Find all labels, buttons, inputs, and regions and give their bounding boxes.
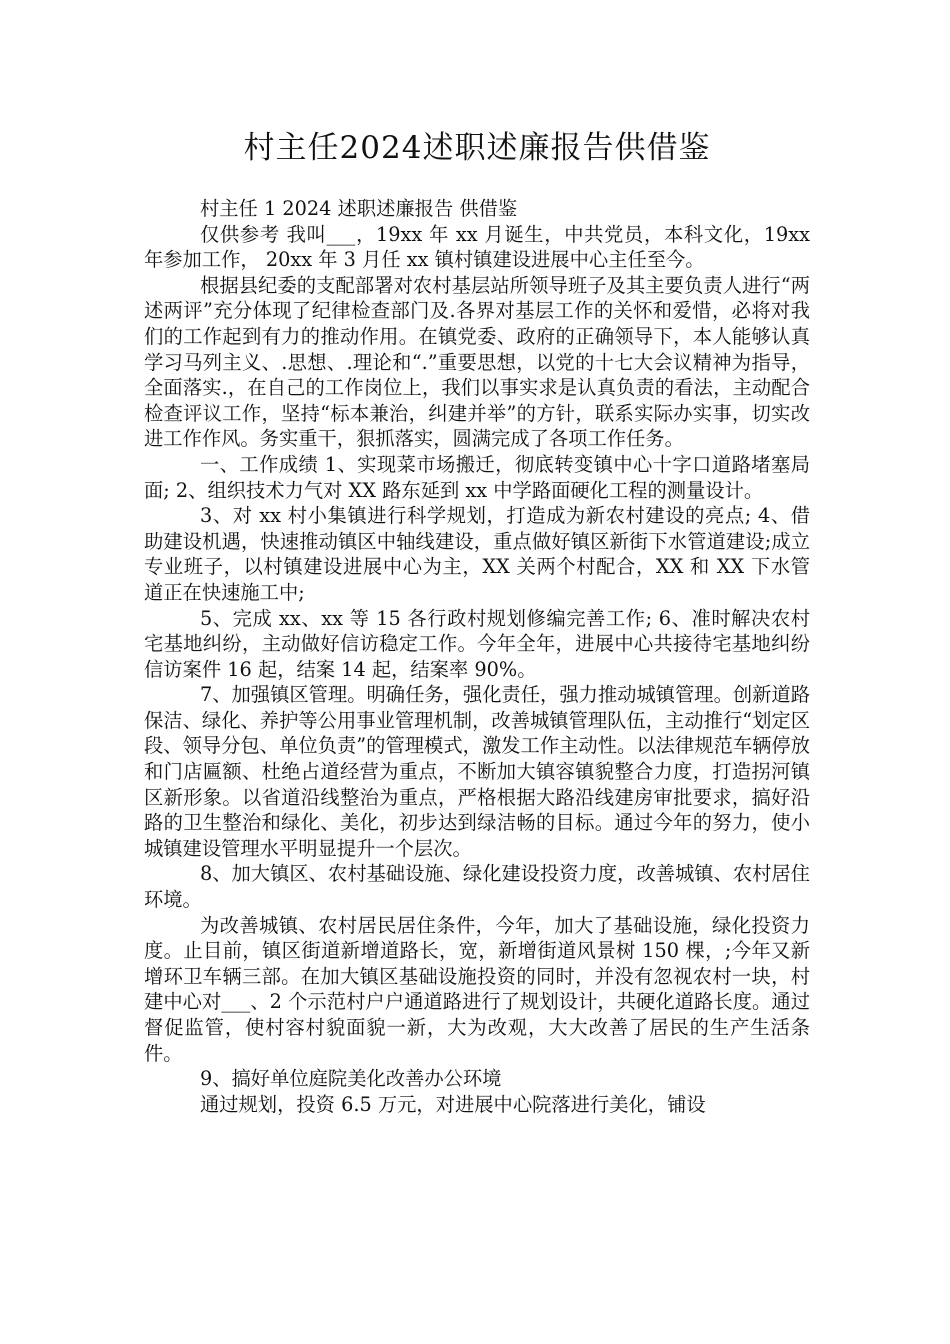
paragraph-achievements-3-4: 3、对 xx 村小集镇进行科学规划，打造成为新农村建设的亮点; 4、借助建设机遇，快速推动镇区中轴线建设，重点做好镇区新街下水管道建设;成立专业班子，以村镇建设进展中心为主，XX 关两个村配合，XX 和 XX 下水管道正在快速施工中; — [144, 504, 810, 604]
paragraph-achievements-1-2: 一、工作成绩 1、实现菜市场搬迁，彻底转变镇中心十字口道路堵塞局面; 2、组织技术力气对 XX 路东延到 xx 中学路面硬化工程的测量设计。 — [144, 452, 810, 502]
paragraph-background: 根据县纪委的支配部署对农村基层站所领导班子及其主要负责人进行“两述两评”充分体现了纪律检查部门及.各界对基层工作的关怀和爱惜，必将对我们的工作起到有力的推动作用。在镇党委、政府的正确领导下，本人能够认真学习马列主义、.思想、.理论和“.”重要思想，以党的十七大会议精神为指导，全面落实.，在自己的工作岗位上，我们以事实求是认真负责的看法，主动配合检查评议工作，坚持“标本兼治，纠建并举”的方针，联系实际办实事，切实改进工作作风。务实重干，狠抓落实，圆满完成了各项工作任务。 — [144, 273, 810, 451]
document-body — [144, 196, 810, 1117]
paragraph-achievement-9: 9、搞好单位庭院美化改善办公环境 — [199, 1067, 502, 1091]
paragraph-infrastructure: 为改善城镇、农村居民居住条件，今年，加大了基础设施，绿化投资力度。止目前，镇区街道新增道路长，宽，新增街道风景树 150 棵，;今年又新增环卫车辆三部。在加大镇区基础设施投资的同时，并没有忽视农村一块，村建中心对___、2 个示范村户户通道路进行了规划设计，共硬化道路长度。通过督促监管，使村容村貌面貌一新，大为改观，大大改善了居民的生产生活条件。 — [144, 913, 810, 1065]
document-title: 村主任2024述职述廉报告供借鉴 — [243, 130, 711, 166]
paragraph-achievements-5-6: 5、完成 xx、xx 等 15 各行政村规划修编完善工作; 6、准时解决农村宅基地纠纷，主动做好信访稳定工作。今年全年，进展中心共接待宅基地纠纷信访案件 16 起，结案 14 起，结案率 90%。 — [144, 606, 810, 681]
paragraph-achievement-8: 8、加大镇区、农村基础设施、绿化建设投资力度，改善城镇、农村居住环境。 — [144, 862, 810, 912]
paragraph-achievement-7: 7、加强镇区管理。明确任务，强化责任，强力推动城镇管理。创新道路保洁、绿化、养护等公用事业管理机制，改善城镇管理队伍，主动推行“划定区段、领导分包、单位负责”的管理模式，激发工作主动性。以法律规范车辆停放和门店匾额、杜绝占道经营为重点，不断加大镇容镇貌整合力度，打造拐河镇区新形象。以省道沿线整治为重点，严格根据大路沿线建房审批要求，搞好沿路的卫生整治和绿化、美化，初步达到绿洁畅的目标。通过今年的努力，使小城镇建设管理水平明显提升一个层次。 — [144, 683, 810, 860]
paragraph-courtyard: 通过规划，投资 6.5 万元，对进展中心院落进行美化，铺设 — [199, 1092, 706, 1116]
paragraph-subtitle: 村主任 1 2024 述职述廉报告 供借鉴 — [199, 197, 518, 220]
paragraph-intro: 仅供参考 我叫___，19xx 年 xx 月诞生，中共党员，本科文化，19xx 年参加工作， 20xx 年 3 月任 xx 镇村镇建设进展中心主任至今。 — [144, 222, 810, 272]
